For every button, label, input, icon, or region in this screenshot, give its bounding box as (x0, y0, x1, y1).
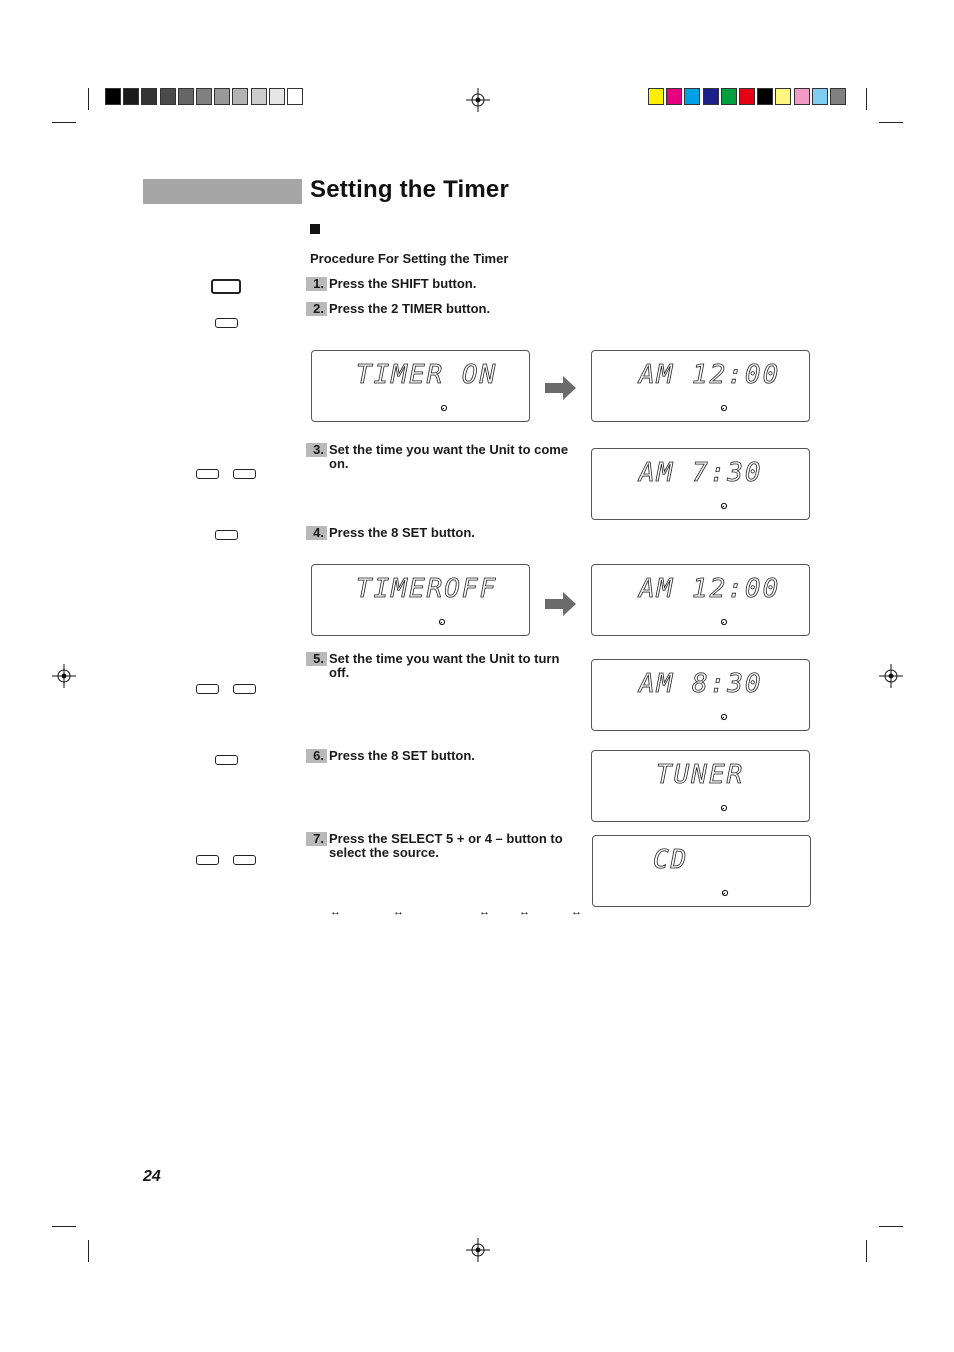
calibration-swatch (251, 88, 267, 105)
crop-mark-top-left-h (52, 122, 76, 123)
step-3 (306, 443, 574, 471)
step-7 (306, 832, 581, 860)
calibration-swatch (775, 88, 791, 105)
select-plus-button (233, 855, 256, 865)
display-am-830 (591, 659, 810, 731)
timer-clock-icon (722, 890, 727, 895)
display-timer-off (311, 564, 530, 636)
section-header-bar (143, 179, 302, 204)
step-number: 1. (306, 277, 327, 291)
calibration-swatch (105, 88, 121, 105)
step-text: Press the 2 TIMER button. (329, 301, 491, 316)
step-1 (306, 277, 476, 291)
lcd-text: TIMER ON (356, 360, 498, 390)
step-text: Set the time you want the Unit to turn off. (329, 651, 560, 680)
lcd-text: TUNER (656, 760, 745, 790)
right-arrow-icon (545, 591, 577, 617)
crop-mark-top-right-v (866, 88, 867, 110)
step-text: Press the 8 SET button. (329, 525, 475, 540)
calibration-swatch (196, 88, 212, 105)
calibration-swatch (141, 88, 157, 105)
calibration-swatch (178, 88, 194, 105)
double-arrow-icon: ↔ (571, 906, 582, 918)
step-number: 7. (306, 832, 327, 846)
square-bullet-icon (310, 224, 320, 234)
step-text: Set the time you want the Unit to come on. (329, 442, 569, 471)
step-number: 4. (306, 526, 327, 540)
crop-mark-bottom-left-v (88, 1240, 89, 1262)
display-am-1200 (591, 564, 810, 636)
calibration-swatch (739, 88, 755, 105)
calibration-swatch (830, 88, 846, 105)
registration-target-icon (52, 664, 76, 688)
right-arrow-icon (545, 375, 577, 401)
crop-mark-top-left-v (88, 88, 89, 110)
step-6 (306, 749, 475, 763)
timer-button (215, 318, 238, 328)
double-arrow-icon: ↔ (479, 906, 490, 918)
select-minus-button (196, 855, 219, 865)
procedure-heading: Procedure For Setting the Timer (310, 251, 509, 266)
calibration-swatch (214, 88, 230, 105)
display-am-730 (591, 448, 810, 520)
calibration-swatch (684, 88, 700, 105)
set-button (215, 755, 238, 765)
calibration-swatch (812, 88, 828, 105)
registration-target-icon (879, 664, 903, 688)
step-text: Press the SELECT 5 + or 4 – button to select the source. (329, 831, 563, 860)
display-timer-on (311, 350, 530, 422)
calibration-swatch (794, 88, 810, 105)
double-arrow-icon: ↔ (393, 906, 404, 918)
crop-mark-top-right-h (879, 122, 903, 123)
step-number: 3. (306, 443, 327, 457)
calibration-swatch (160, 88, 176, 105)
lcd-text: AM 12:00 (639, 360, 781, 390)
set-button (215, 530, 238, 540)
select-minus-button (196, 684, 219, 694)
step-number: 6. (306, 749, 327, 763)
crop-mark-bottom-right-h (879, 1226, 903, 1227)
calibration-swatch (721, 88, 737, 105)
registration-target-icon (466, 1238, 490, 1262)
crop-mark-bottom-left-h (52, 1226, 76, 1227)
calibration-swatch (232, 88, 248, 105)
select-plus-button (233, 684, 256, 694)
calibration-swatch (287, 88, 303, 105)
step-number: 5. (306, 652, 327, 666)
timer-clock-icon (721, 714, 726, 719)
page-title: Setting the Timer (310, 176, 509, 203)
double-arrow-icon: ↔ (330, 906, 341, 918)
lcd-text: CD (653, 845, 689, 875)
calibration-swatch (648, 88, 664, 105)
step-4 (306, 526, 475, 540)
timer-clock-icon (721, 619, 726, 624)
calibration-swatch (269, 88, 285, 105)
timer-clock-icon (721, 805, 726, 810)
calibration-swatch (666, 88, 682, 105)
step-number: 2. (306, 302, 327, 316)
display-tuner (591, 750, 810, 822)
lcd-text: AM 8:30 (639, 669, 763, 699)
crop-mark-bottom-right-v (866, 1240, 867, 1262)
timer-clock-icon (721, 503, 726, 508)
select-plus-button (233, 469, 256, 479)
calibration-swatch (757, 88, 773, 105)
page-number: 24 (143, 1168, 161, 1185)
step-5 (306, 652, 574, 680)
lcd-text: AM 12:00 (639, 574, 781, 604)
timer-clock-icon (441, 405, 446, 410)
step-2 (306, 302, 490, 316)
step-text: Press the SHIFT button. (329, 276, 477, 291)
timer-clock-icon (721, 405, 726, 410)
display-cd (592, 835, 811, 907)
registration-target-icon (466, 88, 490, 112)
double-arrow-icon: ↔ (519, 906, 530, 918)
select-minus-button (196, 469, 219, 479)
lcd-text: TIMEROFF (356, 574, 498, 604)
timer-clock-icon (439, 619, 444, 624)
lcd-text: AM 7:30 (639, 458, 763, 488)
shift-button (211, 279, 241, 294)
calibration-swatch (703, 88, 719, 105)
display-am-1200 (591, 350, 810, 422)
calibration-swatch (123, 88, 139, 105)
step-text: Press the 8 SET button. (329, 748, 475, 763)
